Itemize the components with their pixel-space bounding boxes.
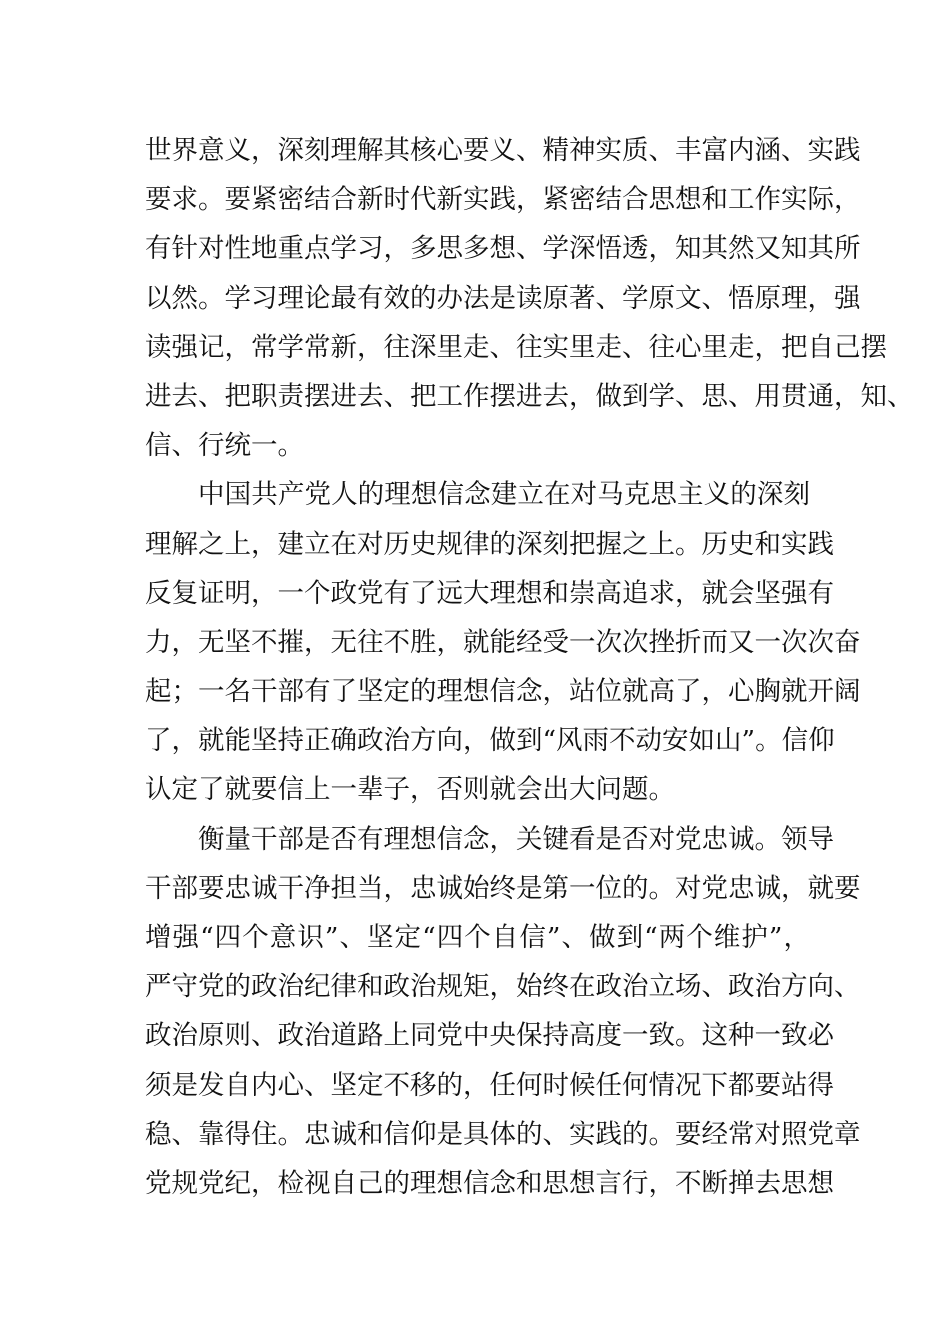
paragraph-3 bbox=[145, 815, 861, 1209]
text-line: 信、行统一。 bbox=[145, 430, 304, 462]
document-page bbox=[145, 126, 914, 1208]
text-line: 中国共产党人的理想信念建立在对马克思主义的深刻 bbox=[198, 479, 810, 511]
text-line: 世界意义，深刻理解其核心要义、精神实质、丰富内涵、实践 bbox=[145, 135, 861, 166]
text-line: 衡量干部是否有理想信念，关键看是否对党忠诚。领导 bbox=[198, 823, 834, 855]
text-line: 严守党的政治纪律和政治规矩，始终在政治立场、政治方向、 bbox=[145, 971, 861, 1003]
text-line: 以然。学习理论最有效的办法是读原著、学原文、悟原理，强 bbox=[145, 282, 861, 314]
text-line: 党规党纪，检视自己的理想信念和思想言行，不断掸去思想 bbox=[145, 1167, 834, 1199]
paragraph-2 bbox=[145, 470, 861, 814]
text-line: 力，无坚不摧，无往不胜，就能经受一次次挫折而又一次次奋 bbox=[145, 626, 861, 658]
text-line: 读强记，常学常新，往深里走、往实里走、往心里走，把自己摆 bbox=[145, 331, 887, 363]
text-line: 有针对性地重点学习，多思多想、学深悟透，知其然又知其所 bbox=[145, 233, 861, 265]
text-line: 理解之上，建立在对历史规律的深刻把握之上。历史和实践 bbox=[145, 528, 834, 560]
text-line: 了，就能坚持正确政治方向，做到“风雨不动安如山”。信仰 bbox=[145, 725, 835, 757]
text-line: 稳、靠得住。忠诚和信仰是具体的、实践的。要经常对照党章 bbox=[145, 1118, 861, 1150]
text-line: 须是发自内心、坚定不移的，任何时候任何情况下都要站得 bbox=[145, 1069, 834, 1101]
text-line: 要求。要紧密结合新时代新实践，紧密结合思想和工作实际， bbox=[145, 184, 861, 216]
text-line: 干部要忠诚干净担当，忠诚始终是第一位的。对党忠诚，就要 bbox=[145, 872, 861, 904]
text-line: 进去、把职责摆进去、把工作摆进去，做到学、思、用贯通，知、 bbox=[145, 380, 914, 412]
text-line: 起；一名干部有了坚定的理想信念，站位就高了，心胸就开阔 bbox=[145, 676, 861, 708]
paragraph-1 bbox=[145, 126, 914, 470]
text-line: 政治原则、政治道路上同党中央保持高度一致。这种一致必 bbox=[145, 1020, 834, 1052]
text-line: 认定了就要信上一辈子，否则就会出大问题。 bbox=[145, 774, 675, 806]
text-line: 增强“四个意识”、坚定“四个自信”、做到“两个维护”， bbox=[145, 922, 810, 953]
text-line: 反复证明，一个政党有了远大理想和崇高追求，就会坚强有 bbox=[145, 577, 834, 609]
